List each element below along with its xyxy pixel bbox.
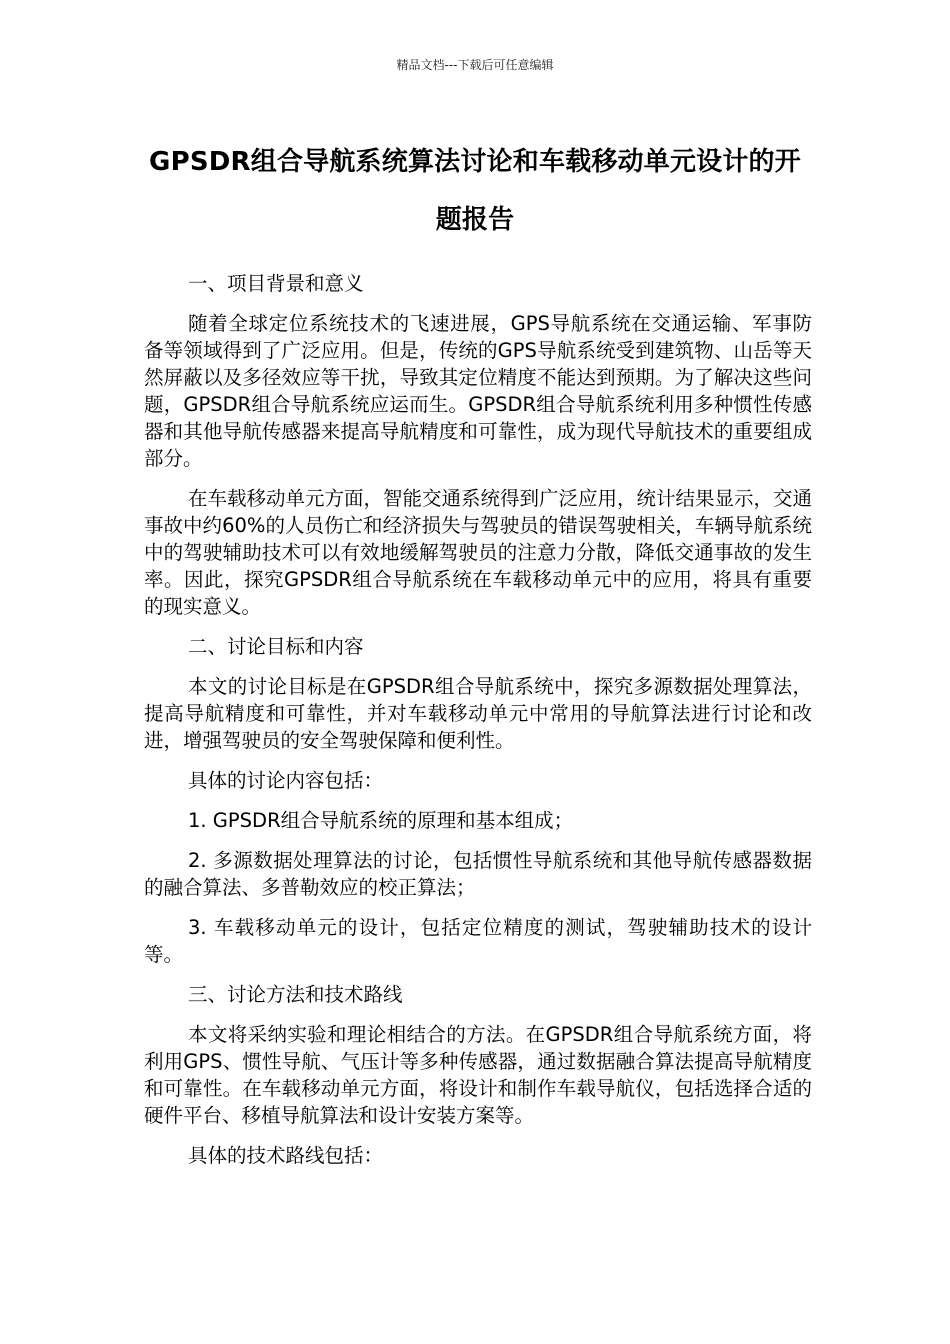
list-item-2: 2. 多源数据处理算法的讨论，包括惯性导航系统和其他导航传感器数据的融合算法、多普勒效应的校正算法；: [144, 849, 812, 899]
list-item-3: 3. 车载移动单元的设计，包括定位精度的测试，驾驶辅助技术的设计等。: [144, 916, 812, 966]
document-title: GPSDR组合导航系统算法讨论和车载移动单元设计的开题报告: [149, 147, 801, 235]
paragraph-content-intro: 具体的讨论内容包括：: [188, 769, 384, 792]
header-note: 精品文档---下载后可任意编辑: [396, 58, 554, 72]
section-heading-3: 三、讨论方法和技术路线: [188, 983, 403, 1006]
section-heading-1: 一、项目背景和意义: [188, 272, 364, 295]
paragraph-route-intro: 具体的技术路线包括：: [188, 1144, 384, 1167]
document-body: [144, 270, 812, 1182]
paragraph-method: 本文将采纳实验和理论相结合的方法。在GPSDR组合导航系统方面，将利用GPS、惯性导航、气压计等多种传感器，通过数据融合算法提高导航精度和可靠性。在车载移动单元方面，将设计和制作车载导航仪，包括选择合适的硬件平台、移植导航算法和设计安装方案等。: [144, 1023, 812, 1127]
list-item-1: 1. GPSDR组合导航系统的原理和基本组成；: [188, 809, 574, 832]
paragraph-background: 随着全球定位系统技术的飞速进展，GPS导航系统在交通运输、军事防备等领域得到了广泛应用。但是，传统的GPS导航系统受到建筑物、山岳等天然屏蔽以及多径效应等干扰，导致其定位精度不能达到预期。为了解决这些问题，GPSDR组合导航系统应运而生。GPSDR组合导航系统利用多种惯性传感器和其他导航传感器来提高导航精度和可靠性，成为现代导航技术的重要组成部分。: [144, 312, 812, 470]
paragraph-vehicle-unit: 在车载移动单元方面，智能交通系统得到广泛应用，统计结果显示，交通事故中约60%的人员伤亡和经济损失与驾驶员的错误驾驶相关，车辆导航系统中的驾驶辅助技术可以有效地缓解驾驶员的注意力分散，降低交通事故的发生率。因此，探究GPSDR组合导航系统在车载移动单元中的应用，将具有重要的现实意义。: [144, 487, 813, 618]
section-heading-2: 二、讨论目标和内容: [188, 635, 364, 658]
paragraph-goal: 本文的讨论目标是在GPSDR组合导航系统中，探究多源数据处理算法，提高导航精度和可靠性，并对车载移动单元中常用的导航算法进行讨论和改进，增强驾驶员的安全驾驶保障和便利性。: [144, 675, 812, 752]
